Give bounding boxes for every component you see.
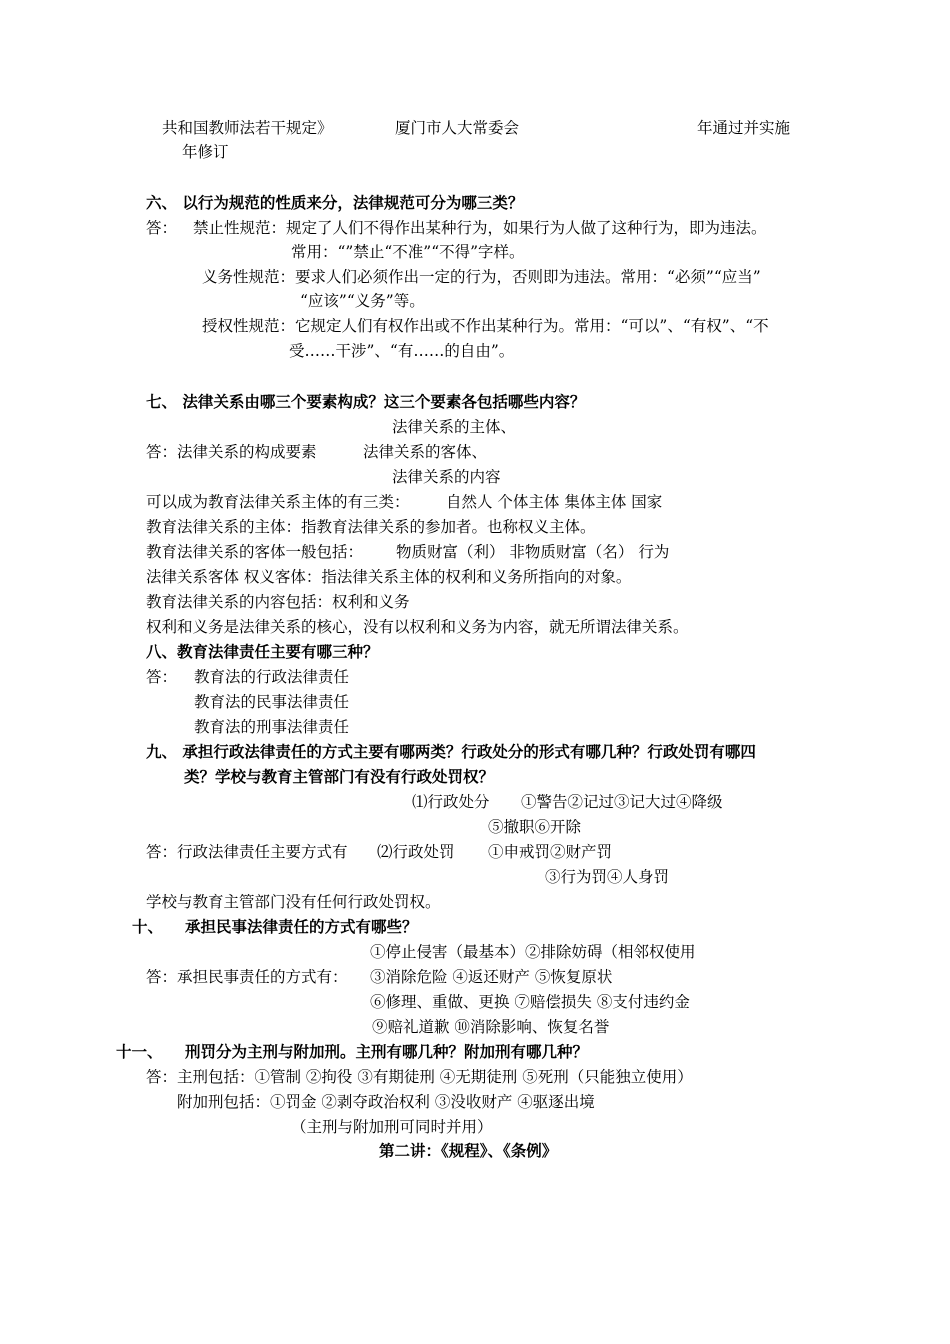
element-content: 法律关系的内容 [392, 468, 501, 486]
question-9-line1: 九、 承担行政法律责任的方式主要有哪两类？行政处分的形式有哪几种？行政处罚有哪四 [146, 743, 756, 761]
section-title: 第二讲：《规程》、《条例》 [379, 1142, 558, 1160]
main-penalties: 答：主刑包括：①管制 ②拘役 ③有期徒刑 ④无期徒刑 ⑤死刑（只能独立使用） [146, 1068, 693, 1086]
question-11-number: 十一、 [116, 1043, 163, 1061]
list-item: 教育法的刑事法律责任 [194, 718, 350, 736]
civil-liability-row1: ①停止侵害（最基本）②排除妨碍（相邻权使用 [370, 943, 696, 961]
question-11-text: 刑罚分为主刑与附加刑。主刑有哪几种？附加刑有哪几种？ [185, 1043, 589, 1061]
authority-text: 厦门市人大常委会 [395, 119, 520, 137]
element-subject: 法律关系的主体、 [392, 418, 517, 436]
answer-label-6: 答： [146, 219, 178, 237]
civil-liability-row3: ⑥修理、重做、更换 ⑦赔偿损失 ⑧支付违约金 [370, 993, 690, 1011]
penalty-label: ⑵行政处罚 [377, 843, 455, 861]
object-intro: 教育法律关系的客体一般包括： [146, 543, 364, 561]
answer-7: 答：法律关系的构成要素 [146, 443, 317, 461]
core-statement: 权利和义务是法律关系的核心，没有以权利和义务为内容，就无所谓法律关系。 [146, 618, 689, 636]
sanction-label: ⑴行政处分 [412, 793, 490, 811]
subjects-list: 自然人 个体主体 集体主体 国家 [446, 493, 663, 511]
additional-penalties: 附加刑包括：①罚金 ②剥夺政治权利 ③没收财产 ④驱逐出境 [177, 1093, 595, 1111]
question-7: 七、 法律关系由哪三个要素构成？这三个要素各包括哪些内容？ [146, 393, 586, 411]
prohibit-norm-line1: 禁止性规范：规定了人们不得作出某种行为，如果行为人做了这种行为，即为违法。 [193, 219, 767, 237]
sanction-items-1: ①警告②记过③记大过④降级 [521, 793, 723, 811]
question-8: 八、教育法律责任主要有哪三种？ [146, 643, 379, 661]
list-item: 教育法的民事法律责任 [194, 693, 350, 711]
answer-label-8: 答： [146, 668, 178, 686]
auth-norm-line2: 受……干涉”、“有……的自由”。 [289, 342, 515, 360]
conclusion-9: 学校与教育主管部门没有任何行政处罚权。 [146, 893, 441, 911]
object-definition: 法律关系客体 权义客体：指法律关系主体的权利和义务所指向的对象。 [146, 568, 632, 586]
auth-norm-line1: 授权性规范：它规定人们有权作出或不作出某种行为。常用：“可以”、“有权”、“不 [202, 317, 769, 335]
civil-liability-row2: ③消除危险 ④返还财产 ⑤恢复原状 [370, 968, 613, 986]
law-title-fragment: 共和国教师法若干规定》 [162, 119, 333, 137]
penalty-items-1: ①申戒罚②财产罚 [488, 843, 613, 861]
sanction-items-2: ⑤撤职⑥开除 [488, 818, 582, 836]
subject-definition: 教育法律关系的主体：指教育法律关系的参加者。也称权义主体。 [146, 518, 596, 536]
prohibit-norm-line2: 常用：“”禁止“不准”“不得”字样。 [291, 243, 525, 261]
question-9-line2: 类？学校与教育主管部门有没有行政处罚权？ [184, 768, 495, 786]
penalties-note: （主刑与附加刑可同时并用） [291, 1118, 493, 1136]
civil-liability-row4: ⑨赔礼道歉 ⑩消除影响、恢复名誉 [372, 1018, 610, 1036]
duty-norm-line2: “应该”“义务”等。 [300, 292, 425, 310]
penalty-items-2: ③行为罚④人身罚 [545, 868, 670, 886]
revised-text: 年修订 [182, 143, 229, 161]
duty-norm-line1: 义务性规范：要求人们必须作出一定的行为，否则即为违法。常用：“必须”“应当” [202, 268, 761, 286]
answer-9: 答：行政法律责任主要方式有 [146, 843, 348, 861]
passed-text: 年通过并实施 [697, 119, 791, 137]
question-10-number: 十、 [132, 918, 164, 936]
answer-10: 答：承担民事责任的方式有： [146, 968, 348, 986]
list-item: 教育法的行政法律责任 [194, 668, 350, 686]
element-object: 法律关系的客体、 [363, 443, 488, 461]
question-6: 六、 以行为规范的性质来分，法律规范可分为哪三类？ [146, 194, 524, 212]
object-list: 物质财富（利） 非物质财富（名） 行为 [396, 543, 670, 561]
question-10-text: 承担民事法律责任的方式有哪些？ [185, 918, 418, 936]
subjects-intro: 可以成为教育法律关系主体的有三类： [146, 493, 410, 511]
content-definition: 教育法律关系的内容包括：权利和义务 [146, 593, 410, 611]
